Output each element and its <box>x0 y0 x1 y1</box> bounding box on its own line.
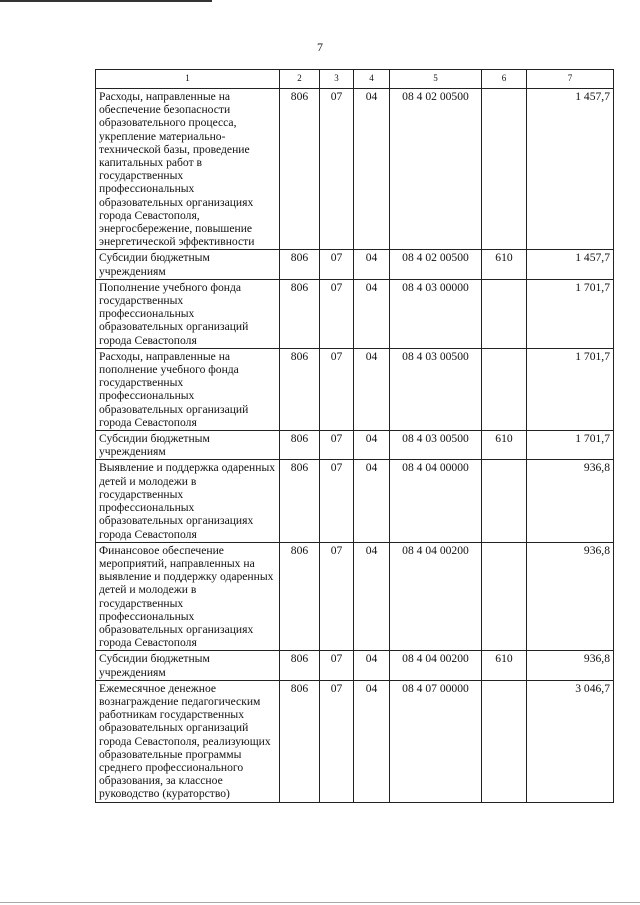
row-name: Субсидии бюджетным учреждениям <box>96 651 280 680</box>
row-target-code: 08 4 03 00000 <box>390 279 482 348</box>
row-sum: 936,8 <box>527 651 614 680</box>
table-row <box>96 542 614 651</box>
row-grbs: 806 <box>280 542 320 651</box>
row-expense-type <box>482 680 527 802</box>
bottom-rule <box>0 902 640 903</box>
table-row <box>96 680 614 802</box>
row-name: Финансовое обеспечение мероприятий, направленных на выявление и поддержку одаренных детей и молодежи в государственных профессиональных образовательных организациях города Севастополя <box>96 542 280 651</box>
row-target-code: 08 4 03 00500 <box>390 348 482 430</box>
table-row <box>96 250 614 279</box>
row-subsection: 04 <box>354 431 390 460</box>
row-target-code: 08 4 04 00000 <box>390 460 482 542</box>
row-name: Расходы, направленные на обеспечение безопасности образовательного процесса, укрепление материально-технической базы, проведение капитальных работ в государственных профессиональных образовательных организациях города Севастополя, энергосбережение, повышение энергетической эффективности <box>96 89 280 250</box>
row-subsection: 04 <box>354 542 390 651</box>
column-header: 1 <box>96 70 280 89</box>
row-subsection: 04 <box>354 279 390 348</box>
row-sum: 1 457,7 <box>527 250 614 279</box>
row-section: 07 <box>320 680 354 802</box>
table-row <box>96 460 614 542</box>
row-sum: 3 046,7 <box>527 680 614 802</box>
column-header: 7 <box>527 70 614 89</box>
page-number: 7 <box>317 40 323 54</box>
row-target-code: 08 4 04 00200 <box>390 651 482 680</box>
row-section: 07 <box>320 348 354 430</box>
row-sum: 936,8 <box>527 542 614 651</box>
row-name: Субсидии бюджетным учреждениям <box>96 431 280 460</box>
row-grbs: 806 <box>280 279 320 348</box>
header-row <box>96 70 614 89</box>
row-grbs: 806 <box>280 431 320 460</box>
row-target-code: 08 4 02 00500 <box>390 89 482 250</box>
row-subsection: 04 <box>354 651 390 680</box>
row-name: Выявление и поддержка одаренных детей и молодежи в государственных профессиональных образовательных организациях города Севастополя <box>96 460 280 542</box>
table-row <box>96 431 614 460</box>
row-grbs: 806 <box>280 89 320 250</box>
row-target-code: 08 4 04 00200 <box>390 542 482 651</box>
row-grbs: 806 <box>280 460 320 542</box>
row-section: 07 <box>320 250 354 279</box>
row-grbs: 806 <box>280 651 320 680</box>
row-expense-type <box>482 460 527 542</box>
row-section: 07 <box>320 542 354 651</box>
row-section: 07 <box>320 460 354 542</box>
row-section: 07 <box>320 651 354 680</box>
row-grbs: 806 <box>280 680 320 802</box>
table-row <box>96 89 614 250</box>
row-section: 07 <box>320 431 354 460</box>
row-sum: 1 457,7 <box>527 89 614 250</box>
row-sum: 1 701,7 <box>527 348 614 430</box>
row-target-code: 08 4 03 00500 <box>390 431 482 460</box>
column-header: 4 <box>354 70 390 89</box>
row-expense-type <box>482 542 527 651</box>
row-section: 07 <box>320 89 354 250</box>
row-sum: 1 701,7 <box>527 279 614 348</box>
row-name: Субсидии бюджетным учреждениям <box>96 250 280 279</box>
row-subsection: 04 <box>354 89 390 250</box>
column-header: 5 <box>390 70 482 89</box>
row-name: Пополнение учебного фонда государственных профессиональных образовательных организаций города Севастополя <box>96 279 280 348</box>
row-subsection: 04 <box>354 460 390 542</box>
row-sum: 936,8 <box>527 460 614 542</box>
row-grbs: 806 <box>280 250 320 279</box>
table-row <box>96 348 614 430</box>
row-target-code: 08 4 07 00000 <box>390 680 482 802</box>
row-target-code: 08 4 02 00500 <box>390 250 482 279</box>
row-sum: 1 701,7 <box>527 431 614 460</box>
column-header: 2 <box>280 70 320 89</box>
row-section: 07 <box>320 279 354 348</box>
row-name: Ежемесячное денежное вознаграждение педагогическим работникам государственных образовательных организаций города Севастополя, реализующих образовательные программы среднего профессионального образования, за классное руководство (кураторство) <box>96 680 280 802</box>
table-row <box>96 279 614 348</box>
row-name: Расходы, направленные на пополнение учебного фонда государственных профессиональных образовательных организаций города Севастополя <box>96 348 280 430</box>
top-rule <box>0 0 212 2</box>
row-expense-type: 610 <box>482 651 527 680</box>
row-subsection: 04 <box>354 348 390 430</box>
row-expense-type: 610 <box>482 250 527 279</box>
row-expense-type <box>482 89 527 250</box>
row-expense-type <box>482 279 527 348</box>
row-expense-type <box>482 348 527 430</box>
table-row <box>96 651 614 680</box>
row-expense-type: 610 <box>482 431 527 460</box>
budget-table <box>95 69 614 803</box>
column-header: 6 <box>482 70 527 89</box>
row-subsection: 04 <box>354 680 390 802</box>
column-header: 3 <box>320 70 354 89</box>
row-grbs: 806 <box>280 348 320 430</box>
row-subsection: 04 <box>354 250 390 279</box>
